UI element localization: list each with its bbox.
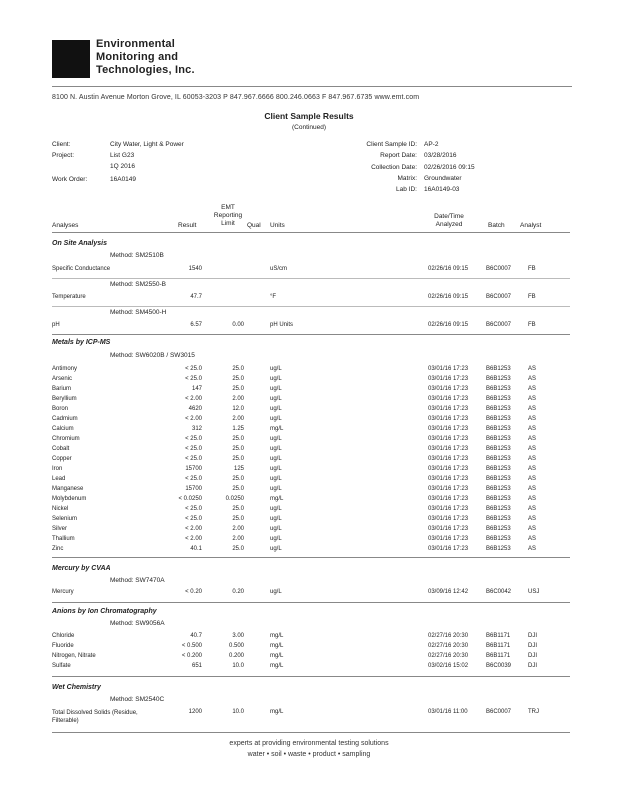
row-units: pH Units [270,322,294,328]
row-limit: 3.00 [232,633,244,639]
row-analyte-line-1: Total Dissolved Solids (Residue, [52,710,138,716]
row-analyte: Thallium [52,536,75,542]
table-row [0,486,618,496]
row-limit: 25.0 [232,386,244,392]
footer-tagline: experts at providing environmental testing solutions [229,740,389,747]
section-divider [52,557,570,558]
row-result: 147 [191,386,202,392]
section-metals-title: Metals by ICP-MS [52,339,111,346]
row-date: 03/01/16 17:23 [428,426,469,432]
table-row [0,436,618,446]
row-limit: 25.0 [232,456,244,462]
matrix-value: Groundwater [424,175,462,182]
row-date: 02/27/16 20:30 [428,643,469,649]
row-analyte: Specific Conductance [52,266,111,272]
method-sm2510b: Method: SM2510B [110,252,164,259]
company-name [96,38,195,77]
row-batch: B6B1253 [486,486,511,492]
row-analyte: Silver [52,526,68,532]
row-units: ug/L [270,376,282,382]
row-batch: B6B1253 [486,366,511,372]
row-analyte: Sulfate [52,663,71,669]
row-analyst: FB [528,266,536,272]
row-date: 03/01/16 17:23 [428,546,469,552]
matrix-label: Matrix: [397,175,417,182]
collection-date-label: Collection Date: [371,164,417,171]
sample-id-value: AP-2 [424,141,439,148]
row-result: < 25.0 [185,506,202,512]
table-row [0,516,618,526]
company-name-line-3: Technologies, Inc. [96,64,195,76]
row-batch: B6B1253 [486,446,511,452]
row-batch: B6B1171 [486,633,511,639]
table-row [0,506,618,516]
row-analyst: DJI [528,633,537,639]
row-date: 03/01/16 17:23 [428,466,469,472]
row-analyst: AS [528,486,537,492]
row-batch: B6B1253 [486,436,511,442]
table-row [0,466,618,476]
row-analyst: AS [528,446,537,452]
row-limit: 25.0 [232,546,244,552]
company-name-line-1: Environmental [96,38,176,50]
row-result: < 25.0 [185,446,202,452]
row-units: ug/L [270,486,282,492]
table-row [0,643,618,653]
row-batch: B6B1253 [486,546,511,552]
header-divider [52,86,572,87]
row-date: 03/01/16 17:23 [428,536,469,542]
row-result: 47.7 [190,294,202,300]
row-limit: 10.0 [232,663,244,669]
row-batch: B6B1253 [486,536,511,542]
row-batch: B6B1253 [486,496,511,502]
row-batch: B6B1253 [486,476,511,482]
col-qual: Qual [247,222,261,229]
row-batch: B6C0042 [486,589,512,595]
row-limit: 25.0 [232,366,244,372]
col-datetime-1: Date/Time [434,213,464,220]
table-row [0,294,618,304]
row-analyte: Molybdenum [52,496,87,502]
row-date: 02/27/16 20:30 [428,653,469,659]
row-analyst: AS [528,476,537,482]
table-row [0,476,618,486]
report-date-label: Report Date: [380,152,417,159]
company-logo [52,40,90,78]
row-result: < 25.0 [185,476,202,482]
col-result: Result [178,222,197,229]
row-batch: B6B1171 [486,643,511,649]
row-date: 03/01/16 17:23 [428,516,469,522]
row-units: ug/L [270,436,282,442]
row-result: 40.7 [190,633,202,639]
row-analyst: TRJ [528,709,539,715]
row-date: 03/01/16 17:23 [428,506,469,512]
row-batch: B6C0039 [486,663,512,669]
row-units: mg/L [270,496,284,502]
report-subtitle: (Continued) [292,124,326,131]
row-limit: 2.00 [232,396,244,402]
row-result: 40.1 [190,546,202,552]
row-analyte: Temperature [52,294,86,300]
table-row [0,386,618,396]
section-anions-title: Anions by Ion Chromatography [52,608,157,615]
col-reporting: Reporting [213,212,243,219]
section-wet-title: Wet Chemistry [52,684,101,691]
row-limit: 0.20 [232,589,244,595]
row-limit: 2.00 [232,526,244,532]
collection-date-value: 02/26/2016 09:15 [424,164,475,171]
row-result: < 25.0 [185,456,202,462]
row-analyte: Cadmium [52,416,78,422]
table-row [0,322,618,332]
lab-id-value: 16A0149-03 [424,186,460,193]
table-row [0,416,618,426]
row-batch: B6B1253 [486,516,511,522]
row-units: mg/L [270,663,284,669]
row-date: 03/02/16 15:02 [428,663,469,669]
col-limit: Limit [221,220,235,227]
row-date: 02/26/16 09:15 [428,266,469,272]
row-analyte: Nickel [52,506,69,512]
row-analyst: DJI [528,653,537,659]
row-analyst: AS [528,406,537,412]
row-limit: 25.0 [232,476,244,482]
row-units: ug/L [270,456,282,462]
row-batch: B6B1253 [486,376,511,382]
table-row [0,456,618,466]
client-value: City Water, Light & Power [110,141,184,148]
table-row [0,536,618,546]
col-units: Units [270,222,285,229]
row-result: 1540 [188,266,202,272]
row-date: 03/01/16 17:23 [428,476,469,482]
row-limit: 0.200 [228,653,244,659]
row-date: 03/01/16 17:23 [428,376,469,382]
row-date: 03/01/16 17:23 [428,456,469,462]
row-analyst: AS [528,536,537,542]
header-rule [52,232,570,233]
row-date: 02/26/16 09:15 [428,322,469,328]
row-limit: 125 [233,466,244,472]
table-row [0,266,618,276]
row-batch: B6B1253 [486,416,511,422]
row-limit: 25.0 [232,446,244,452]
row-analyst: AS [528,496,537,502]
row-units: ug/L [270,386,282,392]
sample-id-label: Client Sample ID: [366,141,417,148]
project-value-1: List G23 [110,152,135,159]
row-analyst: AS [528,456,537,462]
row-analyst: AS [528,396,537,402]
row-batch: B6C0007 [486,709,512,715]
row-units: mg/L [270,643,284,649]
lab-id-label: Lab ID: [396,186,417,193]
work-order-value: 16A0149 [110,176,137,183]
row-analyte: Nitrogen, Nitrate [52,653,96,659]
client-label: Client: [52,141,71,148]
table-row [0,496,618,506]
row-result: 15700 [185,466,202,472]
row-analyst: AS [528,526,537,532]
row-units: ug/L [270,516,282,522]
row-units: uS/cm [270,266,288,272]
row-divider [52,278,570,279]
row-result: 1200 [188,709,202,715]
table-row [0,406,618,416]
row-analyst: FB [528,294,536,300]
row-divider [52,306,570,307]
table-row [0,546,618,556]
row-units: mg/L [270,426,284,432]
row-units: mg/L [270,709,284,715]
method-sm4500h: Method: SM4500-H [110,309,167,316]
company-name-line-2: Monitoring and [96,51,179,63]
row-analyst: AS [528,386,537,392]
row-result: < 25.0 [185,436,202,442]
row-analyte: Arsenic [52,376,73,382]
row-result: 312 [191,426,202,432]
row-units: ug/L [270,416,282,422]
table-row [0,633,618,643]
row-limit: 10.0 [232,709,244,715]
row-date: 03/01/16 17:23 [428,526,469,532]
section-divider [52,334,570,335]
row-analyte: Selenium [52,516,78,522]
row-result: 6.57 [190,322,202,328]
row-analyte: Barium [52,386,72,392]
table-row [0,526,618,536]
row-date: 03/01/16 17:23 [428,386,469,392]
row-limit: 0.500 [228,643,244,649]
row-batch: B6B1253 [486,396,511,402]
row-result: < 0.20 [185,589,202,595]
table-row [0,376,618,386]
row-limit: 25.0 [232,436,244,442]
table-row [0,446,618,456]
report-date-value: 03/28/2016 [424,152,457,159]
row-analyst: AS [528,366,537,372]
row-date: 03/01/16 17:23 [428,486,469,492]
row-date: 03/01/16 17:23 [428,436,469,442]
method-sw6020b: Method: SW6020B / SW3015 [110,352,195,359]
row-batch: B6B1253 [486,506,511,512]
row-result: < 0.0250 [178,496,202,502]
row-date: 03/01/16 17:23 [428,366,469,372]
row-result: < 25.0 [185,366,202,372]
row-analyst: AS [528,506,537,512]
row-date: 03/01/16 17:23 [428,446,469,452]
row-result: < 25.0 [185,376,202,382]
row-result: 4620 [188,406,202,412]
row-analyte-line-2: Filterable) [52,718,79,724]
row-units: ug/L [270,506,282,512]
section-divider [52,676,570,677]
project-label: Project: [52,152,75,159]
row-analyte: Copper [52,456,72,462]
row-units: ug/L [270,406,282,412]
row-analyst: AS [528,516,537,522]
row-date: 02/26/16 09:15 [428,294,469,300]
row-result: < 2.00 [185,536,202,542]
method-sw9056a: Method: SW9056A [110,620,165,627]
row-date: 03/01/16 17:23 [428,406,469,412]
row-units: ug/L [270,446,282,452]
row-analyst: USJ [528,589,540,595]
row-units: ug/L [270,476,282,482]
work-order-label: Work Order: [52,176,88,183]
row-analyte: Chromium [52,436,80,442]
row-limit: 1.25 [232,426,244,432]
row-analyte: pH [52,322,60,328]
row-analyte: Manganese [52,486,84,492]
row-analyte: Beryllium [52,396,77,402]
row-date: 03/09/16 12:42 [428,589,469,595]
row-date: 03/01/16 17:23 [428,396,469,402]
col-analyst: Analyst [520,222,542,229]
row-analyst: DJI [528,643,537,649]
row-analyst: AS [528,466,537,472]
row-units: ug/L [270,546,282,552]
row-analyte: Chloride [52,633,75,639]
section-mercury-title: Mercury by CVAA [52,565,111,572]
row-analyte: Iron [52,466,63,472]
row-batch: B6B1253 [486,466,511,472]
row-limit: 2.00 [232,416,244,422]
row-batch: B6B1253 [486,406,511,412]
row-result: 651 [191,663,202,669]
col-analyses: Analyses [52,222,79,229]
row-batch: B6B1253 [486,456,511,462]
row-analyst: AS [528,436,537,442]
row-analyte: Fluoride [52,643,74,649]
col-datetime [424,213,474,229]
row-limit: 25.0 [232,516,244,522]
row-limit: 12.0 [232,406,244,412]
table-row [0,663,618,673]
row-limit: 25.0 [232,486,244,492]
row-units: ug/L [270,366,282,372]
row-analyte: Lead [52,476,66,482]
row-units: ug/L [270,466,282,472]
row-units: ug/L [270,396,282,402]
method-sm2550b: Method: SM2550-B [110,281,167,288]
row-limit: 2.00 [232,536,244,542]
row-analyte: Antimony [52,366,78,372]
row-units: mg/L [270,653,284,659]
row-analyte: Zinc [52,546,64,552]
row-units: ug/L [270,526,282,532]
row-analyte: Cobalt [52,446,70,452]
table-row [0,653,618,663]
row-batch: B6B1253 [486,426,511,432]
row-result: < 2.00 [185,416,202,422]
row-result: < 0.500 [181,643,202,649]
row-units: ug/L [270,536,282,542]
row-batch: B6B1171 [486,653,511,659]
row-date: 03/01/16 11:00 [428,709,468,715]
table-row [0,589,618,599]
row-date: 02/27/16 20:30 [428,633,469,639]
report-title: Client Sample Results [264,111,354,121]
row-analyte: Mercury [52,589,74,595]
row-batch: B6C0007 [486,294,512,300]
row-limit: 0.0250 [225,496,244,502]
row-analyst: AS [528,376,537,382]
row-analyte: Calcium [52,426,74,432]
row-analyst: AS [528,426,537,432]
table-row [0,396,618,406]
col-limit-header [208,204,248,228]
row-analyst: AS [528,416,537,422]
row-batch: B6B1253 [486,526,511,532]
row-limit: 25.0 [232,376,244,382]
row-analyte [52,709,138,725]
col-datetime-2: Analyzed [435,221,463,228]
row-result: < 2.00 [185,396,202,402]
row-limit: 0.00 [232,322,244,328]
row-result: < 25.0 [185,516,202,522]
row-result: < 0.200 [181,653,202,659]
table-row [0,426,618,436]
row-batch: B6C0007 [486,266,512,272]
row-result: 15700 [185,486,202,492]
method-sm2540c: Method: SM2540C [110,696,165,703]
row-batch: B6B1253 [486,386,511,392]
row-date: 03/01/16 17:23 [428,416,469,422]
row-analyst: FB [528,322,536,328]
project-value-2: 1Q 2016 [110,163,135,170]
method-sw7470a: Method: SW7470A [110,577,165,584]
table-row [0,366,618,376]
row-analyst: DJI [528,663,537,669]
table-row [0,709,618,729]
row-date: 03/01/16 17:23 [428,496,469,502]
col-batch: Batch [488,222,505,229]
row-units: ug/L [270,589,282,595]
row-limit: 25.0 [232,506,244,512]
row-analyst: AS [528,546,537,552]
section-onsite-title: On Site Analysis [52,240,107,247]
row-analyte: Boron [52,406,69,412]
col-emt: EMT [221,204,235,211]
footer-services: water • soil • waste • product • sampling [247,751,371,758]
row-batch: B6C0007 [486,322,512,328]
row-units: °F [270,294,277,300]
row-units: mg/L [270,633,284,639]
row-result: < 2.00 [185,526,202,532]
footer-divider [52,732,570,733]
company-address: 8100 N. Austin Avenue Morton Grove, IL 60053-3203 P 847.967.6666 800.246.0663 F 847.967.6735 www.emt.com [52,94,420,101]
section-divider [52,602,570,603]
